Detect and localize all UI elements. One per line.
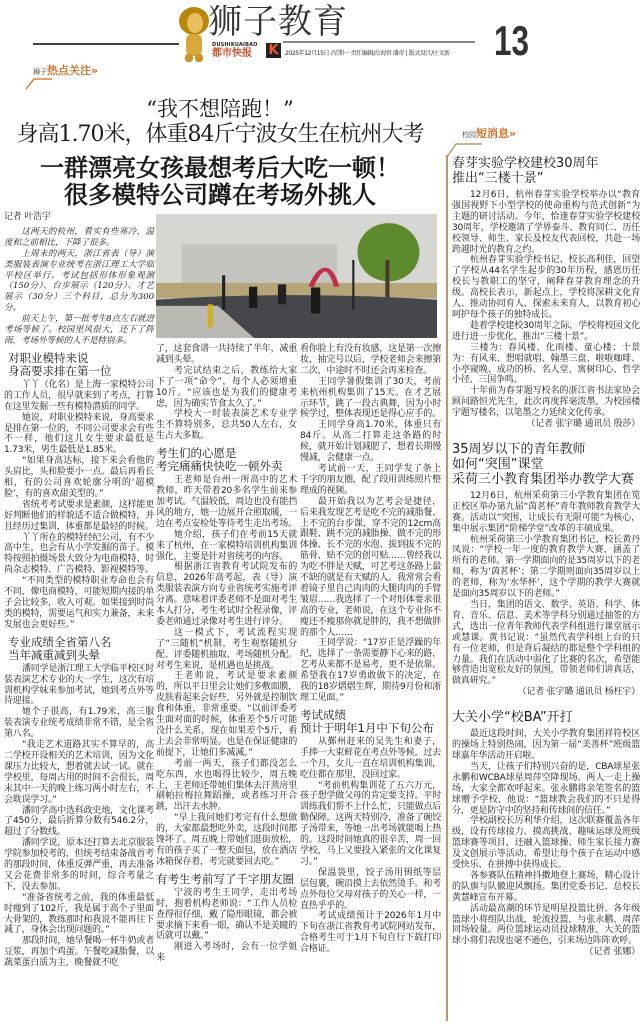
paragraph: 宁波的考生王同学，走出考场时，抱着机构老师说：“工作人员检查得很仔细，戴了隐形眼镜，都会被要求摘下来看一眼，确认不是美瞳的话就可以戴。” [156, 887, 297, 942]
byline: 记者 叶浩宇 [4, 212, 51, 222]
dateline: 2025年12月15日 /星期一 责任编辑/岳海智 潘奇 | 版式设计/庄文新 [285, 50, 450, 57]
subheading: 专业成绩全省第八名 当年减重减到头晕 [8, 634, 112, 662]
paragraph: 潘同学说，原本还打算去北京服装学院参加校考的，但统考结束备战首考的那段时间，体重反弹严重，再去准备又会花费非常多的时间，综合考量之下，没去参加。 [4, 838, 155, 892]
chevron-right-icon: » [509, 127, 517, 140]
section-tag-label: 热点关注 [47, 64, 91, 77]
brand-name: 都市快报 [212, 48, 252, 59]
paragraph: 学校大一时装表演艺术专业学生不算特别多，总共50人左右，女生占大多数。 [156, 409, 297, 442]
paragraph: 12月6日，杭州采荷第三小学教育集团在笕正校区举办第九届“茵茗杯”青年教师教育教学大赛。活动以“突围，让成长有无限可能”为核心，集中展示集团“阶梯学堂”改革的丰硕成果。 [452, 490, 640, 534]
news-item-3 [452, 710, 640, 958]
paragraph: 趁着学校建校30周年之际，学校将校园文化进行进一步优化，推出“三楼十景”。 [452, 320, 640, 342]
subheading: 考试成绩 预计于明年1月中下旬公布 [300, 707, 434, 735]
paragraph: 刚进入考场时，会有一位学姐来 [156, 942, 297, 964]
paragraph: 王同学暑假集训了30天，考前来杭州机构集训了15天。在才艺展示环节，跳了一段古典舞，因为小时候学过，整体表现还是得心应手的。 [300, 376, 441, 420]
paragraph: 那段时间，她早餐喝一杯牛奶或者豆浆，再加个鸡蛋。午餐吃减脂餐，以蔬菜蛋白质为主，晚餐就不吃 [4, 936, 155, 969]
sidebar-divider [446, 155, 448, 1021]
chevron-right-icon: » [91, 64, 99, 77]
paragraph: 根据浙江省教育考试院发布的信息，2026年高考起，表（导）演类服装表演方向专业省统考实施考评分离。意味着评委老师不是面对考生本人打分，考生考试时全程录像，评委老师通过录像对考生进行评分。 [156, 562, 297, 627]
paragraph: 王老师说，考试是要求素颜的，所以平日里会让她们多敷面膜，皮肤看起来会好些，另外就是控制饮食和体重，非常重要。“以前评委考生面对面的时候，体重差个5斤可能没什么关系，现在如果差个5斤，看上去会非常明显。也是在保证健康的前提下，让她们多减减。” [156, 671, 297, 758]
paragraph: 省统考考试要求是素颜，这样能更好判断他们的样貌适不适合做模特，并且经历过集训，体重都是最轻的时候。 [4, 499, 155, 532]
paragraph: 各参赛队伍精神抖擞地登上赛场，精心设计的队旗与队徽迎风飘扬。集团党委书记、总校长黄慧峰宣布开幕。 [452, 870, 640, 903]
article-column-1 [4, 212, 154, 969]
paragraph: “我走艺术道路其实不算早的，高二学校开设相关的艺术培训，因为文化课压力比较大，想着就去试一试。就在学校里，每周占用的时间不会很长，周末其中一天的晚上练习两小时左右，不会耽误学习。” [4, 740, 154, 805]
paragraph: “不同类型的模特职业寿命也会有不同，像电商模特，可能短期内接的单子会比较多，收入可观。如果接到时尚类的模特，需要运气和实力兼备，未来发展也会更好些。” [4, 576, 154, 630]
paragraph: 王同学说：“17岁正是浮躁的年纪，选择了一条需要静下心来的路，艺考从来都不是易考，更不是依靠。希望我在17岁勇敢做下的决定，在我的18岁熠熠生辉，期待9月份和浙理工见面。” [300, 638, 441, 703]
paragraph: 潘同学是浙江理工大学临平校区时装表演艺术专业的大一学生，这次有培训机构学妹来参加考试，她到考点外等待迎接。 [4, 663, 155, 707]
paragraph: “准备省统考之前，我的体重最低时瘦到了102斤，我是属于高个子里面大骨架的，教练那时和我说不能再往下减了，身体会出现问题的。” [4, 892, 154, 936]
intro-paragraph: 这两天的杭州，看实有些寒冷，温度和之前相比，下降了很多。 [4, 226, 154, 248]
paragraph: 杭州采荷第三小学教育集团书记、校长黄丹凤说：“学校一年一度的教育教学大赛，涵盖了所有的老师。第一学期面向的是35周岁以下的老师，称为‘茵茗杯’；第二学期则面向35周岁以上的老师，称为‘水华杯’，这个学期的教学大赛就是面向35周岁以下的老师。” [452, 534, 640, 600]
paragraph: 王老师是台州一所高中的艺术教师，昨天带着20多名学生前来参加考试。气温较低，周边也没有能挡风的地方，她一边展开合照取暖，一边在考点安检处等待考生走出考场。 [156, 475, 297, 529]
paragraph: 王同学身高1.70米，体重只有84斤。从高二打算走这条路的时候，就开始计划减肥了，想着长期慢慢减，会健康一点。 [300, 420, 441, 464]
masthead-pinyin: DUSHIKUAIBAO [212, 42, 258, 48]
paragraph: 最近这段时间，大关小学教育集团祥符校区的操场上特别热闹，因为第一届“美善杯”班级篮球嘉年华活动开启啦。 [452, 729, 640, 761]
intro-paragraph: 前天上午，第一批考生8点左右就进考场等候了。校园里风很大，还下了阵雨，考场外等候的人不是特别多。 [4, 314, 154, 346]
page-number: 13 [494, 17, 530, 64]
paragraph-continued: 了，这套食谱一共持续了半年，减重减到头晕。 [156, 344, 297, 365]
headline-main-2: 很多模特公司蹲在考场外挑人 [64, 181, 376, 209]
paragraph: 她介绍，孩子们在考前15天就来了杭州，在一家模特培训机构集训强化，主要是针对省统考的内容。 [156, 529, 297, 562]
masthead-title: 狮子教育 [208, 2, 348, 42]
paragraph: 她个子很高，有1.79米，高三服装表演专业统考成绩非常不错，是全省第八名。 [4, 707, 154, 740]
news-credit: （记者 张宇璐 通讯员 杨枉宇） [517, 687, 640, 698]
paragraph: 从鄞州赶来的吴先生和妻子，手捧一大束鲜花在考点外等候。过去一个月，女儿一直在培训机构集训，吃住都在那里，没回过家。 [300, 736, 441, 780]
paragraph: 她说，对职业模特来说，身高要求是排在第一位的，不同公司要求会有些不一样，他们这儿女生要求最低是1.73米，男生最低是1.85米。 [4, 412, 155, 456]
tag-decor-line [24, 76, 54, 90]
headline-quote: “我不想陪跑！” [146, 97, 294, 121]
paragraph: “如果身高达标，接下来会看他的头肩比，头和脸要小一点。最后再看长相，有的公司喜欢轮廓分明的‘超模脸’，有的喜欢甜美型的。” [4, 456, 154, 499]
section-tag-prefix: 校园 [462, 131, 476, 139]
paragraph: “考前机构集训花了五六万元，孩子想学做父母的肯定要支持。平时训练我们帮不上什么忙，只能做点后勤保障。这两天特别冷，准备了碗饺子汤带来，等她一出考场就能喝上热的。这段时间她真的很辛苦，周一回学校，马上又要投入紧张的文化课复习。” [300, 780, 441, 867]
masthead-rule-left [33, 43, 179, 45]
intro-paragraph: 上周末的两天，浙江省表（导）演类服装表演专业统考在浙江理工大学临平校区举行。考试包括形体形象观测（150分）、台步展示（120分）、才艺展示（30分）三个科目，总分为300分。 [4, 248, 154, 314]
news-sidebar [452, 156, 640, 958]
exam-site-photo [156, 214, 437, 338]
news-item-1 [452, 156, 640, 430]
news-credit: （记者 张宇璐 通讯员 殷莎） [526, 419, 640, 430]
news-credit: （记者 张娜） [584, 947, 640, 958]
headline-sub: 身高1.70米，体重84斤宁波女生在杭州大考 [16, 122, 424, 147]
brand-logo-icon: K [266, 43, 281, 58]
paragraph: 最开始我以为艺考会是捷径，后来我发现艺考是吃不完的减脂餐、上不完的台步课、穿不完的12cm高跟鞋、跳不完的减脂操、做不完的形体操、长不完的水泡、拔到拔不完的筋骨、贴不完的创可贴……曾经我以为吃不胖是天赋，可艺考这条路上最不缺的就是有天赋的人。我常常会看着镜子里自己肉肉的大腿肉肉的手臂皱眉……我选择了一个对形体要求很高的专业，老师说，在这个专业你不瘦还不瘦那你就是胖的，我不想做胖的那个人…… [300, 496, 441, 638]
news-title: 35周岁以下的青年教师 如何“突围”课堂 采荷三小教育集团举办教学大赛 [452, 441, 635, 487]
paragraph: 活动最高潮的环节是明星投篮比拼。各年级篮球小将组队出战，轮流投篮，与张永鹏、周萍同场较量。两位篮球运动员投球精准，大关的篮球小将们表现也毫不逊色，引来场边阵阵欢呼。 [452, 903, 640, 947]
paragraph-continued: 看你脸上有没有妆感，这是第一次擦妆，抽完号以后，学校老师会来擦第二次，中途时不时还会再来检查。 [300, 344, 441, 376]
paragraph: 这一模式下，考试流程实现了“三随机”机制，考生观察随机分配、评委随机抽取、考场随机分配。对考生来说，是机遇也是挑战。 [156, 627, 297, 671]
subheading: 对职业模特来说 身高要求排在第一位 [8, 350, 112, 378]
subheading: 考生们的心愿是 考完痛痛快快吃一顿外卖 [156, 446, 283, 474]
paragraph: 当日，集团的语文、数学、英语、科学、体育、音乐、信息、美术等学科分别通过抽签的方式，选出一位青年教师代表学科组进行课堂展示或慧课。黄书记说：“虽然代表学科组上台的只有一位老师，但是背后凝结的都是整个学科组的力量。我们在活动中弱化了比赛的名次，希望能够营造出宽松友好的氛围，带领老师们讲真话，做真研究。” [452, 600, 640, 687]
news-title: 大关小学“校BA”开打 [452, 710, 573, 726]
section-tag-label: 短消息 [476, 127, 509, 140]
paragraph: “早上我问她们考完有什么想做的，大家都最想吃外卖，这段时间都馋坏了。周五晚上带她们逛街放松，有的孩子买了一整天面包，放在酒店冰箱保存着，考完就要回去吃。” [156, 813, 297, 867]
lion-mascot-icon [176, 4, 212, 64]
subheading: 有考生考前写了千字朋友圈 [156, 871, 294, 886]
section-tag-prefix: 狮子 [33, 68, 47, 76]
paragraph: 考试成绩预计于2026年1月中下旬在浙江省教育考试院网站发布，合格考生可于1月下旬自行下载打印合格证。 [300, 911, 441, 955]
paragraph: 三楼为：春风楼、化雨楼、童心楼；十景为：有风来、想唱就唱、翰墨三盘、啦啦咖啡、小亭窥晚、成功的桥、名人堂、寓树印心、哲学小径、三国争鸣。 [452, 342, 640, 386]
paragraph: 潘同学高中选科政史地，文化课考了450分，最后折算分数有546.2分，超过了分数线。 [4, 805, 155, 838]
paragraph: 考试前一天，王同学发了条上千字的朋友圈，配了段用训练照片整理成的视频。 [300, 463, 441, 496]
news-title: 春芽实验学校建校30周年 推出“三楼十景” [452, 156, 599, 186]
paragraph: 12月6日，杭州春芽实验学校举办以“教育强国视野下小型学校的使命重构与范式创新”为主题的研讨活动。今年，恰逢春芽实验学校建校30周年，学校邀请了学界泰斗、教育同仁、历任校领导、师生、家长及校友代表回校，共赴一场跨越时光的教育之约。 [452, 190, 640, 255]
paragraph: 保温袋里，饺子汤用锡纸等层层包裹，碗沿摸上去依然烫手。和考点外每位父母对孩子的关心一样，一直热乎乎的。 [300, 867, 441, 911]
headline-main-1: 一群漂亮女孩最想考后大吃一顿！ [40, 154, 400, 182]
article-column-3 [300, 344, 441, 955]
paragraph: 学校副校长厉利华介绍，这次联赛覆盖各年级，设有传球接力、摸高挑战、趣味运球及班级篮球赛等项目，还融入篮球操、师生家长接力赛及文创展示等活动，希望让每个孩子在运动中感受快乐、在拼搏中获得成长。 [452, 816, 640, 871]
photo-scene [156, 214, 437, 338]
paragraph: 考完试结束之后，教练给大家下了一项“命令”，每个人必须增重10斤。“应该也是为我们的健康考虑，因为确实节食太久了。” [156, 365, 297, 409]
paragraph: 丫丫（化名）是上海一家模特公司的工作人员，很早就来到了考点，打算在这里发掘一些有模特潜质的同学。 [4, 379, 155, 412]
paragraph: 考前一两天，孩子们都没怎么吃东西，水也喝得比较少，周五晚上，王老师还带她们集体去汗蒸房里刷帕拉梅拉舞蹈操，或者练习开合跳，出汗去水肿。 [156, 758, 297, 813]
paragraph: 当天，让孩子们特别兴奋的是，CBA球星张永鹏和WCBA球星周萍空降现场。两人一走上操场，大家全都欢呼起来。张永鹏将亲笔签名的篮球赠予学校，他说：“篮球教会我们的不只是得分，更是防守中的坚持和传球间的信任。” [452, 761, 640, 816]
article-column-2 [156, 344, 297, 964]
paragraph: 丫丫所在的模特经纪公司，有不少高中生，也会有从小学发掘的苗子。模特按照拍摄场景大致分为电商模特、时尚杂志模特、广告模特、影视模特等。 [4, 532, 155, 576]
paragraph: 十年前为春芽题写校名的浙江省书法家协会顾问路恒光先生，此次再度挥毫泼墨，为校园楼宇题写楼名，以笔墨之力延续文化传承。 [452, 386, 640, 419]
paragraph: 杭州春芽实验学校书记、校长高利佳，回望了学校从44名学生起步的30年历程，感恩历任校长与教职工的坚守，阐释春芽教育理念的升级。高校长表示，新起点上，学校将深耕文化育人、推动协同育人、探索未来育人，以教育初心呵护每个孩子的独特成长。 [452, 255, 640, 320]
news-item-2 [452, 442, 640, 698]
